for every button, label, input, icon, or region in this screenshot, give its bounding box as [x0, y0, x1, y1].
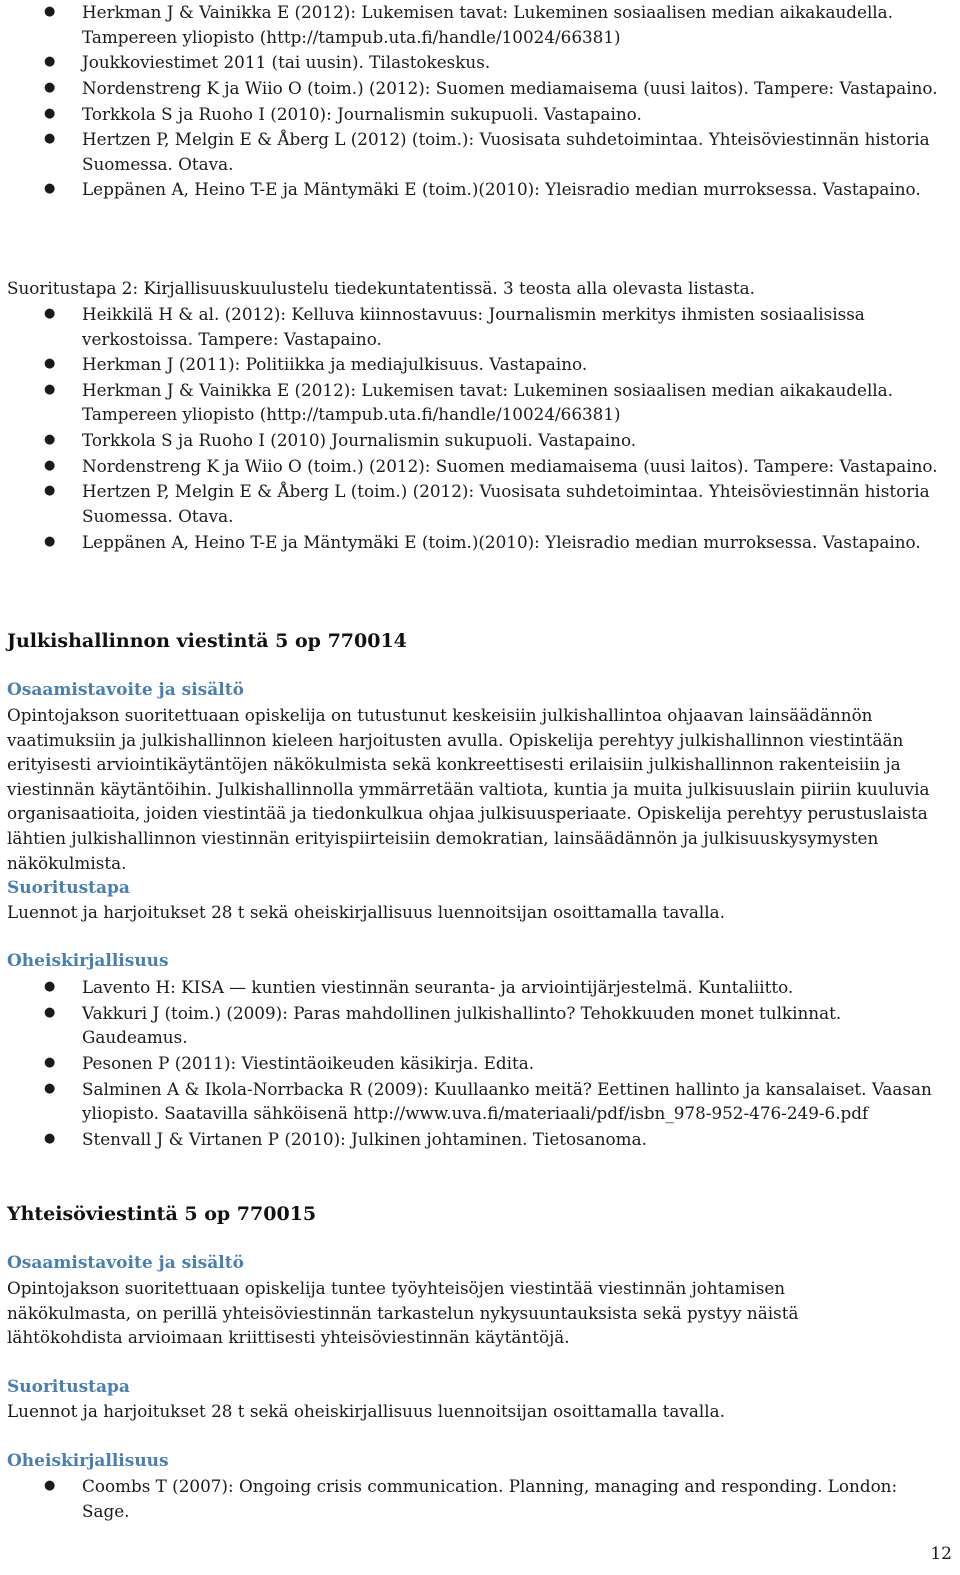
bullet-icon: ●: [44, 1004, 56, 1020]
list-item: ● Hertzen P, Melgin E & Åberg L (toim.) (2012): Vuosisata suhdetoimintaa. Yhteisöviestinnän historia Suomessa. Otava.: [44, 481, 930, 526]
section-heading-literature: Oheiskirjallisuus: [7, 951, 169, 971]
course-goal-text: Opintojakson suoritettuaan opiskelija tuntee työyhteisöjen viestintää viestinnän johtamisen näkökulmasta, on perillä yhteisöviestinnän tarkastelun nykysuuntauksista sekä pystyy näistä lähtökohdista arvioimaan kriittisesti yhteisöviestinnän käytäntöjä.: [7, 1278, 799, 1348]
section-heading-goal: Osaamistavoite ja sisältö: [7, 1253, 244, 1273]
list-item: ● Herkman J & Vainikka E (2012): Lukemisen tavat: Lukeminen sosiaalisen median aikakaudella. Tampereen yliopisto (http://tampub.uta.fi/handle/10024/66381): [44, 379, 894, 425]
list-item: ● Leppänen A, Heino T-E ja Mäntymäki E (toim.)(2010): Yleisradio median murroksessa. Vastapaino.: [0, 530, 960, 555]
list-item: ● Stenvall J & Virtanen P (2010): Julkinen johtaminen. Tietosanoma.: [0, 1127, 960, 1152]
list-item: ● Herkman J (2011): Politiikka ja mediajulkisuus. Vastapaino.: [0, 352, 960, 377]
bullet-icon: ●: [44, 1478, 56, 1493]
list-item: ● Torkkola S ja Ruoho I (2010) Journalismin sukupuoli. Vastapaino.: [0, 428, 960, 453]
bullet-icon: ●: [44, 54, 56, 70]
section-heading-method: Suoritustapa: [7, 878, 130, 898]
list-item: ● Heikkilä H & al. (2012): Kelluva kiinnostavuus: Journalismin merkitys ihmisten sosiaalisissa verkostoissa. Tampere: Vastapaino.: [44, 304, 865, 349]
course-literature-list: [0, 1474, 960, 1524]
bullet-icon: ●: [44, 533, 56, 549]
bullet-icon: ●: [44, 1130, 56, 1146]
bullet-icon: ●: [44, 356, 56, 372]
bullet-icon: ●: [44, 4, 56, 19]
list-item: ● Coombs T (2007): Ongoing crisis communication. Planning, managing and responding. London: Sage.: [44, 1476, 898, 1521]
list-item: ● Joukkoviestimet 2011 (tai uusin). Tilastokeskus.: [0, 50, 960, 75]
list-item: ● Salminen A & Ikola-Norrbacka R (2009): Kuullaanko meitä? Eettinen hallinto ja kansalaiset. Vaasan yliopisto. Saatavilla sähköisenä http://www.uva.fi/materiaali/pdf/isbn_978-952-476-249-6.pdf: [44, 1078, 932, 1124]
bullet-icon: ●: [44, 381, 56, 397]
list-item: ● Lavento H: KISA — kuntien viestinnän seuranta- ja arviointijärjestelmä. Kuntaliitto.: [0, 975, 960, 1000]
bullet-icon: ●: [44, 457, 56, 473]
list-item: ● Nordenstreng K ja Wiio O (toim.) (2012): Suomen mediamaisema (uusi laitos). Tampere: Vastapaino.: [0, 76, 960, 101]
bullet-icon: ●: [44, 979, 56, 994]
list-item: ● Hertzen P, Melgin E & Åberg L (2012) (toim.): Vuosisata suhdetoimintaa. Yhteisöviestinnän historia Suomessa. Otava.: [44, 129, 930, 174]
bullet-icon: ●: [44, 306, 56, 321]
course-method-text: Luennot ja harjoitukset 28 t sekä oheiskirjallisuus luennoitsijan osoittamalla tavalla.: [7, 1401, 725, 1421]
course-goal-text: Opintojakson suoritettuaan opiskelija on tutustunut keskeisiin julkishallintoa ohjaavan lainsäädännön vaatimuksiin ja julkishallinnon kieleen harjoitusten avulla. Opiskelija perehtyy julkishallinnon viestintään erityisesti arviointikäytäntöjen näkökulmista sekä konkreettisesti erilaisiin julkishallinnon rakenteisiin ja viestinnän käytäntöihin. Julkishallinnolla ymmärretään valtiota, kuntia ja muita julkisuuslain piiriin kuuluvia organisaatioita, joiden viestintää ja tiedonkulkua ohjaa julkisuusperiaate. Opiskelija perehtyy perustuslaista lähtien julkishallinnon viestinnän erityispiirteisiin demokratian, lainsäädännön ja julkisuuskysymysten näkökulmista.: [7, 705, 930, 873]
course-title: Julkishallinnon viestintä 5 op 770014: [7, 630, 407, 652]
list-item: ● Leppänen A, Heino T-E ja Mäntymäki E (toim.)(2010): Yleisradio median murroksessa. Vastapaino.: [0, 177, 960, 202]
course-literature-list: [0, 975, 960, 1152]
bullet-icon: ●: [44, 432, 56, 448]
list-item: ● Nordenstreng K ja Wiio O (toim.) (2012): Suomen mediamaisema (uusi laitos). Tampere: Vastapaino.: [0, 454, 960, 479]
bullet-icon: ●: [44, 1054, 56, 1070]
bullet-icon: ●: [44, 483, 56, 499]
suoritustapa-2-line: Suoritustapa 2: Kirjallisuuskuulustelu tiedekuntatentissä. 3 teosta alla olevasta listasta.: [7, 278, 755, 298]
list-item: ● Herkman J & Vainikka E (2012): Lukemisen tavat: Lukeminen sosiaalisen median aikakaudella. Tampereen yliopisto (http://tampub.uta.fi/handle/10024/66381): [44, 2, 894, 47]
section-heading-goal: Osaamistavoite ja sisältö: [7, 680, 244, 700]
bullet-icon: ●: [44, 79, 56, 95]
list-item: ● Vakkuri J (toim.) (2009): Paras mahdollinen julkishallinto? Tehokkuuden monet tulkinnat. Gaudeamus.: [44, 1002, 842, 1048]
second-reference-list: [0, 302, 960, 555]
top-reference-list: [0, 0, 960, 203]
course-method-text: Luennot ja harjoitukset 28 t sekä oheiskirjallisuus luennoitsijan osoittamalla tavalla.: [7, 902, 725, 922]
bullet-icon: ●: [44, 105, 56, 121]
list-item: ● Torkkola S ja Ruoho I (2010): Journalismin sukupuoli. Vastapaino.: [0, 102, 960, 127]
page-number: 12: [930, 1544, 952, 1564]
bullet-icon: ●: [44, 131, 56, 147]
section-heading-literature: Oheiskirjallisuus: [7, 1451, 169, 1471]
list-item: ● Pesonen P (2011): Viestintäoikeuden käsikirja. Edita.: [0, 1051, 960, 1076]
bullet-icon: ●: [44, 1080, 56, 1096]
course-title: Yhteisöviestintä 5 op 770015: [7, 1203, 317, 1225]
section-heading-method: Suoritustapa: [7, 1377, 130, 1397]
bullet-icon: ●: [44, 181, 56, 197]
